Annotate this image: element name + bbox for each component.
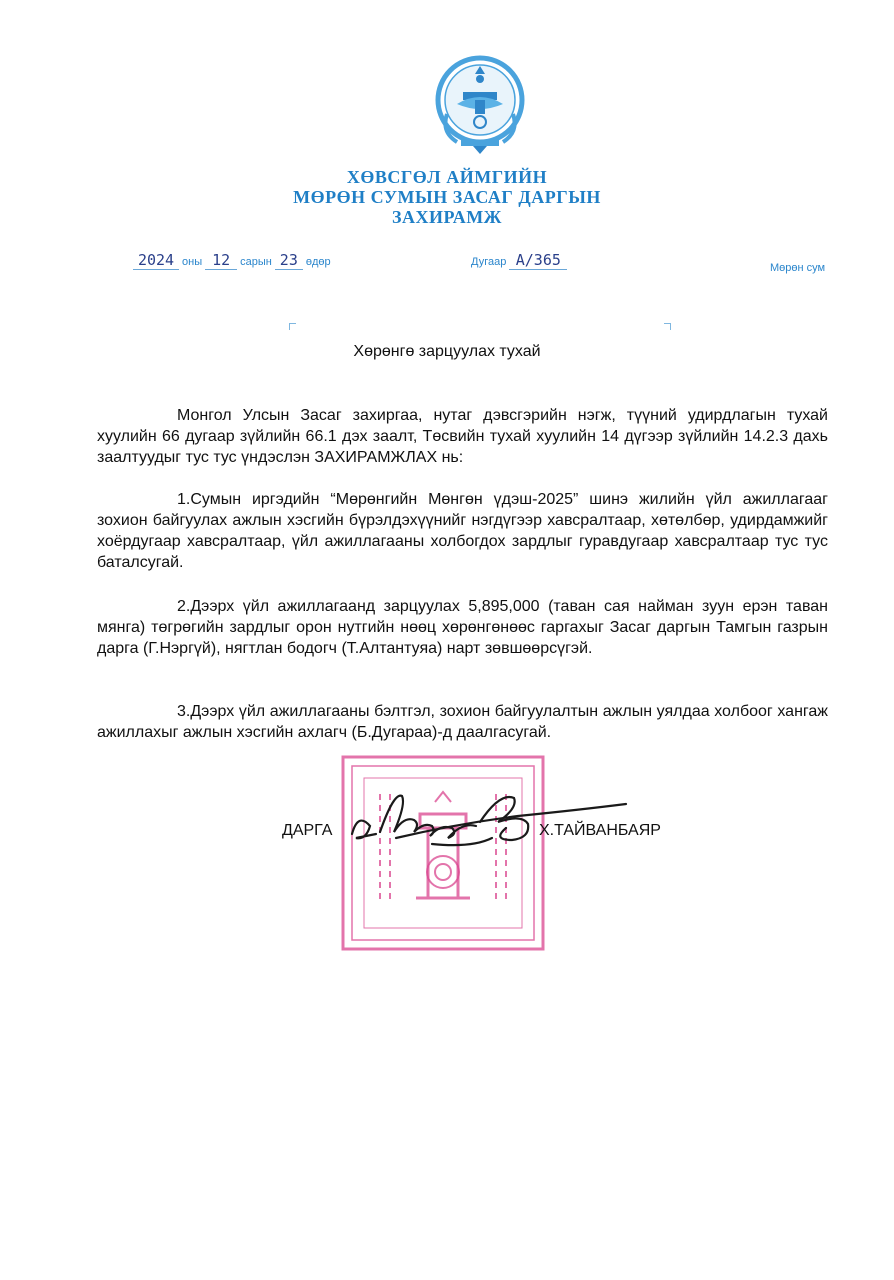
subject-corner-right <box>664 323 671 330</box>
place-label: Мөрөн сум <box>770 262 826 274</box>
number-label: Дугаар <box>471 256 507 268</box>
header-line-office: МӨРӨН СУМЫН ЗАСАГ ДАРГЫН <box>293 187 601 207</box>
date-month: 12 <box>205 252 237 270</box>
header-line-aimag: ХӨВСГӨЛ АЙМГИЙН <box>346 167 548 187</box>
subject-corner-left <box>289 323 296 330</box>
clause-2: 2.Дээрх үйл ажиллагаанд зарцуулах 5,895,000 (таван сая найман зуун ерэн таван мянга) төгрөгийн зардлыг орон нутгийн нөөц хөрөнгөнөөс гаргахыг Засаг даргын Тамгын газрын дарга (Г.Нэргүй), нягтлан бодогч (Т.Алтантуяа) нарт зөвшөөрсүгэй. <box>97 598 828 657</box>
date-day: 23 <box>275 252 303 270</box>
signatory-role: ДАРГА <box>282 822 333 839</box>
signatory-name: Х.ТАЙВАНБАЯР <box>539 822 661 839</box>
subject-text: Хөрөнгө зарцуулах тухай <box>353 343 541 360</box>
preamble-paragraph: Монгол Улсын Засаг захиргаа, нутаг дэвсгэрийн нэгж, түүний удирдлагын тухай хуулийн 66 дугаар зүйлийн 66.1 дэх заалт, Төсвийн тухай хуулийн 14 дүгээр зүйлийн 14.2.3 дахь заалтуудыг тус тус үндэслэн ЗАХИРАМЖЛАХ нь: <box>97 407 828 466</box>
subject-title <box>0 343 894 361</box>
header-line-doc-type: ЗАХИРАМЖ <box>392 207 502 227</box>
clause-3: 3.Дээрх үйл ажиллагааны бэлтгэл, зохион байгуулалтын ажлын уялдаа холбоог хангаж ажиллахыг ажлын хэсгийн ахлагч (Б.Дугараа)-д даалгасугай. <box>97 703 828 741</box>
date-month-label: сарын <box>240 256 272 268</box>
date-day-label: өдөр <box>305 256 331 268</box>
date-year: 2024 <box>133 252 179 270</box>
state-emblem-icon <box>433 52 527 156</box>
decree-number: А/365 <box>509 252 567 270</box>
date-block <box>133 252 334 276</box>
number-block <box>468 252 567 276</box>
date-year-label: оны <box>182 256 203 268</box>
clause-1: 1.Сумын иргэдийн “Мөрөнгийн Мөнгөн үдэш-2025” шинэ жилийн үйл ажиллагааг зохион байгуулах ажлын хэсгийн бүрэлдэхүүнийг нэгдүгээр хавсралтаар, хөтөлбөр, удирдамжийг хоёрдугаар хавсралтаар, үйл ажиллагааны холбогдох зардлыг гуравдугаар хавсралтаар тус тус баталсугай. <box>97 491 828 571</box>
